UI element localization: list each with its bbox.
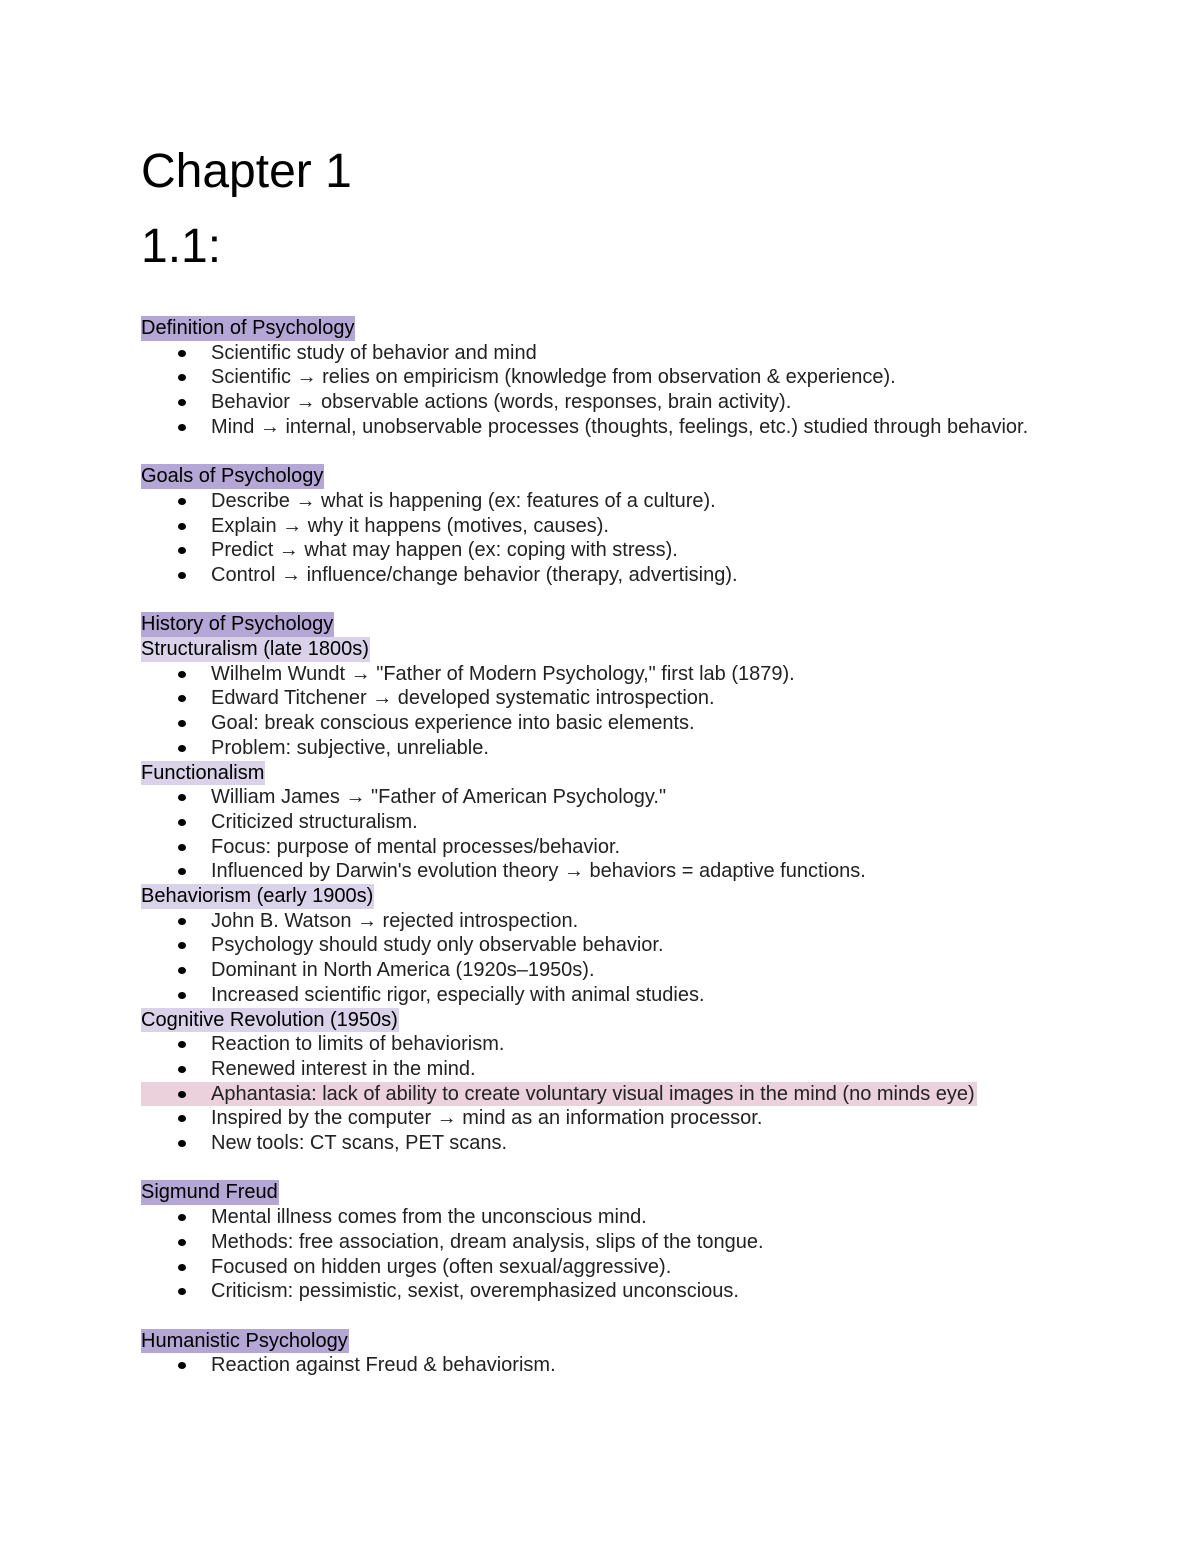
list-item: Problem: subjective, unreliable.: [141, 736, 1061, 761]
definition-list: [141, 341, 1061, 440]
list-item: Predict → what may happen (ex: coping with stress).: [141, 538, 1061, 563]
list-item: Methods: free association, dream analysis, slips of the tongue.: [141, 1230, 1061, 1255]
list-item: Describe → what is happening (ex: features of a culture).: [141, 489, 1061, 514]
bullet-icon: [178, 547, 186, 554]
heading-structuralism: Structuralism (late 1800s): [141, 638, 369, 661]
highlighted-list-item: Aphantasia: lack of ability to create voluntary visual images in the mind (no minds eye): [141, 1082, 977, 1107]
bullet-icon: [178, 1239, 186, 1246]
behaviorism-list: [141, 909, 1061, 1008]
bullet-icon: [178, 1264, 186, 1271]
heading-humanistic: Humanistic Psychology: [141, 1329, 348, 1352]
bullet-icon: [178, 1288, 186, 1295]
bullet-icon: [178, 794, 186, 801]
bullet-icon: [178, 1362, 186, 1369]
heading-functionalism: Functionalism: [141, 761, 265, 784]
heading-freud: Sigmund Freud: [141, 1181, 278, 1204]
bullet-icon: [178, 695, 186, 702]
heading-history: History of Psychology: [141, 613, 334, 636]
bullet-icon: [178, 424, 186, 431]
bullet-icon: [178, 992, 186, 999]
list-item: John B. Watson → rejected introspection.: [141, 909, 1061, 934]
list-item: Criticism: pessimistic, sexist, overemphasized unconscious.: [141, 1279, 1061, 1304]
list-item: Inspired by the computer → mind as an information processor.: [141, 1106, 1061, 1131]
list-item: Psychology should study only observable behavior.: [141, 933, 1061, 958]
goals-list: [141, 489, 1061, 588]
list-item: Reaction to limits of behaviorism.: [141, 1032, 1061, 1057]
bullet-icon: [178, 819, 186, 826]
page-title: Chapter 1: [141, 145, 352, 198]
document-page: [141, 143, 1061, 1378]
bullet-icon: [178, 350, 186, 357]
list-item: Increased scientific rigor, especially with animal studies.: [141, 983, 1061, 1008]
list-item: New tools: CT scans, PET scans.: [141, 1131, 1061, 1156]
bullet-icon: [178, 1214, 186, 1221]
bullet-icon: [178, 844, 186, 851]
bullet-icon: [178, 745, 186, 752]
bullet-icon: [178, 720, 186, 727]
list-item: Renewed interest in the mind.: [141, 1057, 1061, 1082]
list-item: Scientific → relies on empiricism (knowledge from observation & experience).: [141, 365, 1061, 390]
bullet-icon: [178, 1041, 186, 1048]
list-item: Focus: purpose of mental processes/behavior.: [141, 835, 1061, 860]
bullet-icon: [178, 399, 186, 406]
bullet-icon: [178, 1091, 186, 1098]
list-item: Explain → why it happens (motives, causes).: [141, 514, 1061, 539]
bullet-icon: [178, 374, 186, 381]
list-item: Focused on hidden urges (often sexual/aggressive).: [141, 1255, 1061, 1280]
list-item: Behavior → observable actions (words, responses, brain activity).: [141, 390, 1061, 415]
list-item: Reaction against Freud & behaviorism.: [141, 1353, 1061, 1378]
bullet-icon: [178, 572, 186, 579]
functionalism-list: [141, 785, 1061, 884]
list-item: William James → "Father of American Psychology.": [141, 785, 1061, 810]
list-item: Wilhelm Wundt → "Father of Modern Psychology," first lab (1879).: [141, 662, 1061, 687]
bullet-icon: [178, 523, 186, 530]
bullet-icon: [178, 498, 186, 505]
heading-cognitive: Cognitive Revolution (1950s): [141, 1008, 398, 1031]
bullet-icon: [178, 918, 186, 925]
freud-list: [141, 1205, 1061, 1304]
list-item: Goal: break conscious experience into basic elements.: [141, 711, 1061, 736]
structuralism-list: [141, 662, 1061, 761]
heading-definition: Definition of Psychology: [141, 317, 355, 339]
bullet-icon: [178, 967, 186, 974]
bullet-icon: [178, 942, 186, 949]
list-item: Edward Titchener → developed systematic introspection.: [141, 686, 1061, 711]
list-item: Influenced by Darwin's evolution theory → behaviors = adaptive functions.: [141, 859, 1061, 884]
bullet-icon: [178, 1066, 186, 1073]
heading-goals: Goals of Psychology: [141, 465, 324, 488]
list-item: Criticized structuralism.: [141, 810, 1061, 835]
notes-content: [141, 316, 1061, 1378]
humanistic-list: [141, 1353, 1061, 1378]
list-item: Mind → internal, unobservable processes (thoughts, feelings, etc.) studied through behavior.: [141, 415, 1061, 440]
bullet-icon: [178, 671, 186, 678]
section-number: 1.1:: [141, 220, 222, 273]
list-item: Scientific study of behavior and mind: [141, 341, 1061, 366]
list-item: Control → influence/change behavior (therapy, advertising).: [141, 563, 1061, 588]
bullet-icon: [178, 868, 186, 875]
bullet-icon: [178, 1140, 186, 1147]
cognitive-list: [141, 1032, 1061, 1156]
bullet-icon: [178, 1115, 186, 1122]
list-item: Mental illness comes from the unconscious mind.: [141, 1205, 1061, 1230]
heading-behaviorism: Behaviorism (early 1900s): [141, 885, 374, 908]
list-item: Dominant in North America (1920s–1950s).: [141, 958, 1061, 983]
